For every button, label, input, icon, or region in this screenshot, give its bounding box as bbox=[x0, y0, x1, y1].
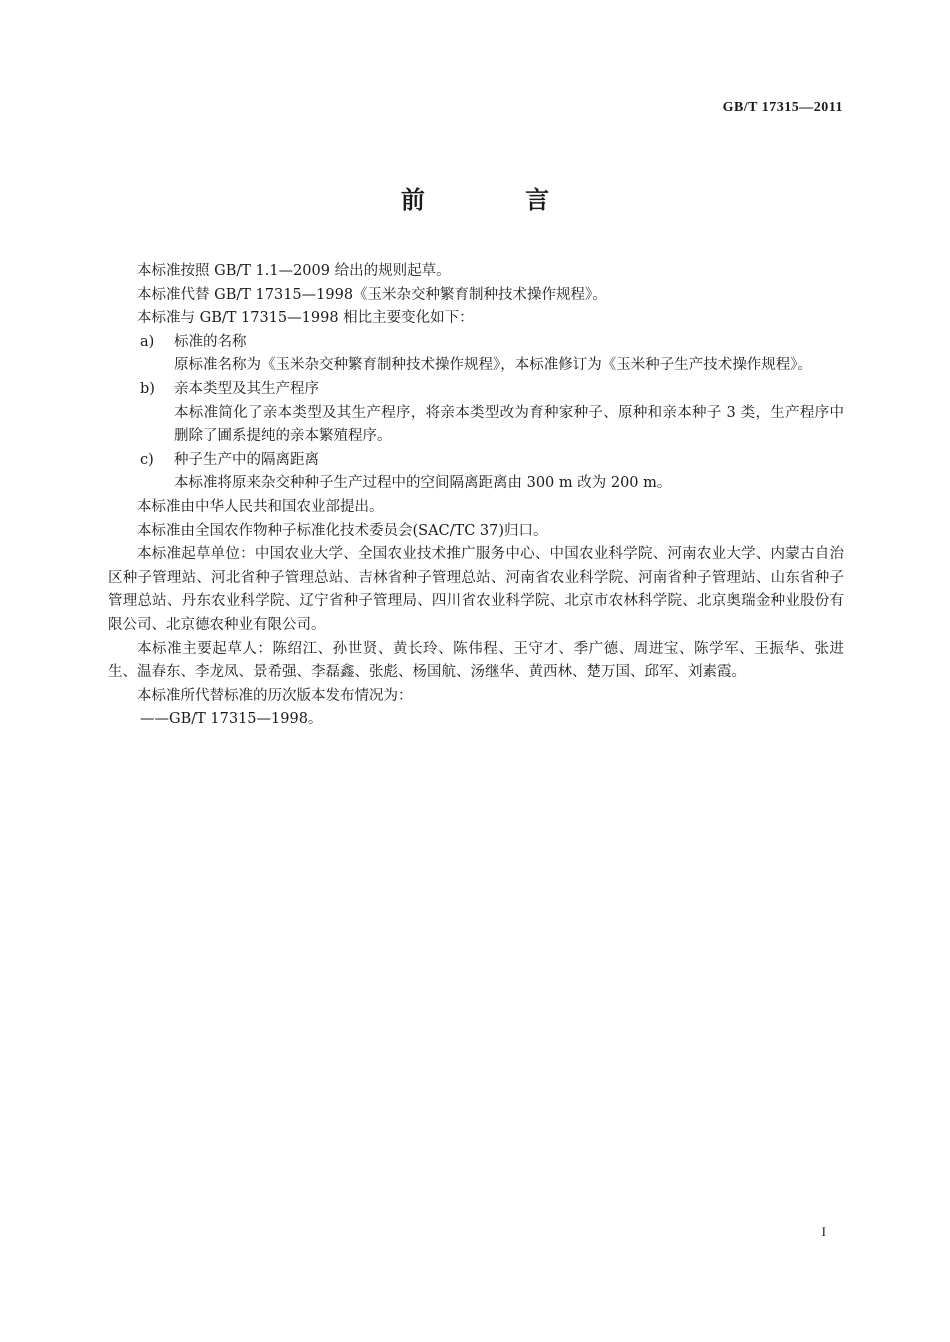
change-item-a-body: 原标准名称为《玉米杂交种繁育制种技术操作规程》，本标准修订为《玉米种子生产技术操作规程》。 bbox=[174, 357, 812, 374]
centralized-paragraph: 本标准由全国农作物种子标准化技术委员会(SAC/TC 37)归口。 bbox=[137, 522, 548, 539]
change-item-marker: b) bbox=[140, 380, 155, 397]
intro-paragraph-2: 本标准代替 GB/T 17315—1998《玉米杂交种繁育制种技术操作规程》。 bbox=[137, 286, 607, 303]
drafters-paragraph: 本标准主要起草人：陈绍江、孙世贤、黄长玲、陈伟程、王守才、季广德、周进宝、陈学军、王振华、张进生、温春东、李龙凤、景希强、李磊鑫、张彪、杨国航、汤继华、黄西林、楚万国、邱军、刘素霞。 bbox=[108, 640, 844, 681]
intro-paragraph-3: 本标准与 GB/T 17315—1998 相比主要变化如下： bbox=[137, 310, 474, 327]
change-item-b-heading bbox=[108, 378, 844, 402]
change-item-c-heading bbox=[108, 449, 844, 473]
change-item-c-body: 本标准将原来杂交种种子生产过程中的空间隔离距离由 300 m 改为 200 m。 bbox=[174, 475, 672, 492]
page-number: I bbox=[821, 1224, 826, 1239]
foreword-content bbox=[108, 260, 844, 732]
change-item-title: 亲本类型及其生产程序 bbox=[174, 380, 319, 397]
drafting-units-paragraph: 本标准起草单位：中国农业大学、全国农业技术推广服务中心、中国农业科学院、河南农业大学、内蒙古自治区种子管理站、河北省种子管理总站、吉林省种子管理总站、河南省农业科学院、河南省种子管理站、山东省种子管理总站、丹东农业科学院、辽宁省种子管理局、四川省农业科学院、北京市农林科学院、北京奥瑞金种业股份有限公司、北京德农种业有限公司。 bbox=[108, 546, 844, 633]
proposer-paragraph: 本标准由中华人民共和国农业部提出。 bbox=[137, 498, 384, 515]
change-item-b-body: 本标准简化了亲本类型及其生产程序，将亲本类型改为育种家种子、原种和亲本种子 3 类，生产程序中删除了圃系提纯的亲本繁殖程序。 bbox=[174, 404, 844, 445]
history-intro-paragraph: 本标准所代替标准的历次版本发布情况为： bbox=[137, 687, 413, 704]
change-item-title: 标准的名称 bbox=[174, 333, 247, 350]
change-item-a-heading bbox=[108, 331, 844, 355]
change-item-marker: a) bbox=[140, 333, 155, 350]
standard-code: GB/T 17315—2011 bbox=[722, 100, 843, 115]
change-item-title: 种子生产中的隔离距离 bbox=[174, 451, 319, 468]
history-item: ——GB/T 17315—1998。 bbox=[140, 711, 323, 728]
page-title: 前 言 bbox=[400, 186, 596, 214]
change-item-marker: c) bbox=[140, 451, 154, 468]
intro-paragraph-1: 本标准按照 GB/T 1.1—2009 给出的规则起草。 bbox=[137, 263, 451, 279]
